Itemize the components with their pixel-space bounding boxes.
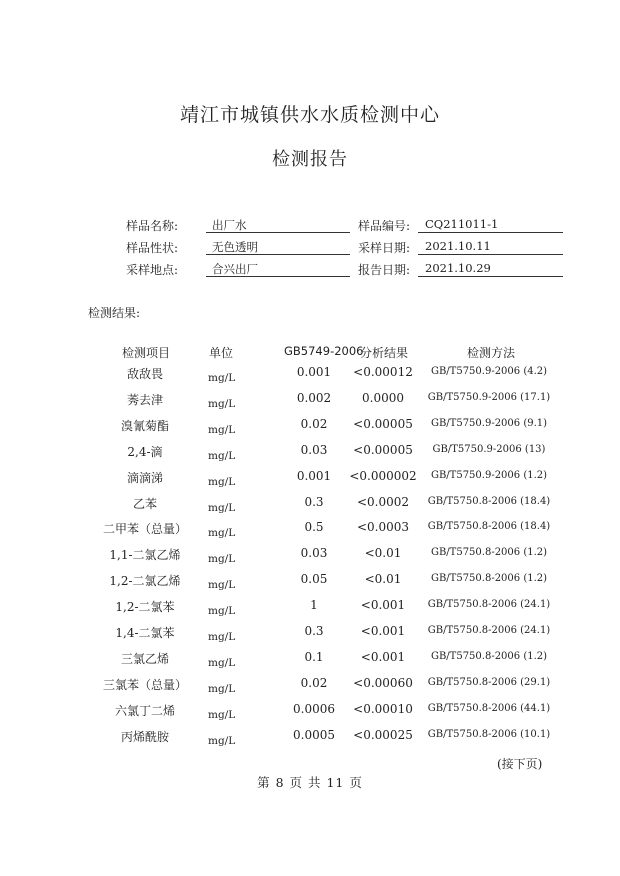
item-cell: 1,4-二氯苯 <box>115 626 175 640</box>
item-cell: 三氯乙烯 <box>120 651 169 666</box>
method-cell: GB/T5750.9-2006 (13) <box>432 443 546 455</box>
method-cell: GB/T5750.8-2006 (24.1) <box>427 625 551 636</box>
sample-prop-underline <box>206 254 350 255</box>
result-cell: <0.0003 <box>356 520 410 535</box>
header-item: 检测项目 <box>122 346 171 360</box>
unit-cell: mg/L <box>208 423 236 436</box>
header-result: 分析结果 <box>360 346 409 360</box>
standard-cell: 0.05 <box>300 572 328 587</box>
item-cell: 三氯苯（总量） <box>102 677 187 692</box>
item-cell: 乙苯 <box>132 496 157 511</box>
report-date-underline <box>418 276 563 277</box>
unit-cell: mg/L <box>208 397 236 410</box>
standard-cell: 0.02 <box>300 416 328 431</box>
sampling-date-label: 采样日期: <box>358 241 411 255</box>
item-cell: 2,4-滴 <box>127 444 163 459</box>
item-cell: 滴滴涕 <box>126 470 163 485</box>
method-cell: GB/T5750.8-2006 (1.2) <box>430 573 548 585</box>
item-cell: 溴氰菊酯 <box>120 418 169 433</box>
result-cell: <0.00025 <box>353 727 413 742</box>
item-cell: 1,1-二氯乙烯 <box>109 548 181 563</box>
method-cell: GB/T5750.9-2006 (9.1) <box>430 417 548 429</box>
sample-no-underline <box>418 232 563 233</box>
item-cell: 1,2-二氯苯 <box>115 600 175 615</box>
result-cell: <0.00005 <box>353 442 413 457</box>
result-cell: <0.001 <box>360 598 406 613</box>
result-cell: <0.01 <box>364 546 402 561</box>
standard-cell: 0.1 <box>304 649 324 664</box>
unit-cell: mg/L <box>208 475 236 488</box>
item-cell: 六氯丁二烯 <box>114 703 175 718</box>
standard-cell: 0.002 <box>296 390 332 405</box>
result-cell: <0.00010 <box>353 701 413 716</box>
result-cell: <0.00012 <box>353 365 413 379</box>
sampling-site-underline <box>206 276 350 277</box>
result-cell: <0.001 <box>360 649 406 664</box>
item-cell: 二甲苯（总量） <box>102 522 187 537</box>
item-cell: 莠去津 <box>126 392 163 407</box>
report-date-label: 报告日期: <box>358 263 411 277</box>
unit-cell: mg/L <box>208 527 236 540</box>
method-cell: GB/T5750.8-2006 (18.4) <box>427 495 551 507</box>
standard-cell: 0.03 <box>300 546 328 561</box>
unit-cell: mg/L <box>208 579 236 592</box>
method-cell: GB/T5750.8-2006 (29.1) <box>427 676 551 688</box>
unit-cell: mg/L <box>208 682 236 695</box>
method-cell: GB/T5750.8-2006 (1.2) <box>430 547 548 559</box>
result-cell: <0.00005 <box>353 416 413 431</box>
result-cell: <0.000002 <box>349 468 417 483</box>
unit-cell: mg/L <box>208 501 236 514</box>
header-method: 检测方法 <box>467 346 516 360</box>
method-cell: GB/T5750.9-2006 (4.2) <box>430 366 548 377</box>
result-cell: 0.0000 <box>362 390 404 405</box>
sampling-site-label: 采样地点: <box>126 263 179 277</box>
item-cell: 敌敌畏 <box>126 367 163 381</box>
unit-cell: mg/L <box>208 631 236 643</box>
page-footer: 第 8 页 共 11 页 <box>257 775 363 790</box>
sample-no-value: CQ211011-1 <box>425 217 499 231</box>
unit-cell: mg/L <box>208 656 236 669</box>
method-cell: GB/T5750.9-2006 (1.2) <box>430 469 548 481</box>
header-standard: GB5749-2006 <box>284 344 364 358</box>
sample-name-underline <box>206 232 350 233</box>
sampling-date-value: 2021.10.11 <box>425 239 491 253</box>
report-title: 检测报告 <box>272 149 348 170</box>
method-cell: GB/T5750.9-2006 (17.1) <box>427 391 551 403</box>
continued-note: (接下页) <box>497 757 543 771</box>
standard-cell: 0.5 <box>304 520 324 535</box>
sampling-site-value: 合兴出厂 <box>212 262 258 276</box>
sample-prop-label: 样品性状: <box>126 241 179 255</box>
unit-cell: mg/L <box>208 708 236 721</box>
method-cell: GB/T5750.8-2006 (1.2) <box>430 650 548 662</box>
standard-cell: 0.0005 <box>293 727 335 742</box>
standard-cell: 0.02 <box>300 675 328 690</box>
sampling-date-underline <box>418 254 563 255</box>
method-cell: GB/T5750.8-2006 (24.1) <box>427 599 551 611</box>
method-cell: GB/T5750.8-2006 (44.1) <box>427 702 551 714</box>
header-unit: 单位 <box>209 346 234 360</box>
report-date-value: 2021.10.29 <box>425 261 491 275</box>
standard-cell: 1 <box>310 598 318 613</box>
sample-name-value: 出厂水 <box>212 218 247 232</box>
result-cell: <0.00060 <box>353 675 413 690</box>
unit-cell: mg/L <box>208 449 236 462</box>
item-cell: 丙烯酰胺 <box>120 729 169 744</box>
standard-cell: 0.0006 <box>293 701 335 716</box>
sample-prop-value: 无色透明 <box>212 240 258 254</box>
unit-cell: mg/L <box>208 372 236 384</box>
sample-name-label: 样品名称: <box>126 219 179 233</box>
method-cell: GB/T5750.8-2006 (10.1) <box>427 728 551 740</box>
org-title: 靖江市城镇供水水质检测中心 <box>179 104 440 126</box>
standard-cell: 0.001 <box>296 365 332 379</box>
result-cell: <0.001 <box>360 624 406 638</box>
method-cell: GB/T5750.8-2006 (18.4) <box>427 521 551 533</box>
unit-cell: mg/L <box>208 605 236 618</box>
result-cell: <0.0002 <box>356 494 410 509</box>
results-label: 检测结果: <box>88 306 141 320</box>
standard-cell: 0.03 <box>300 442 328 457</box>
unit-cell: mg/L <box>208 553 236 566</box>
standard-cell: 0.3 <box>304 494 324 509</box>
result-cell: <0.01 <box>364 572 402 587</box>
standard-cell: 0.001 <box>296 468 332 483</box>
sample-no-label: 样品编号: <box>358 219 411 233</box>
item-cell: 1,2-二氯乙烯 <box>109 574 181 589</box>
standard-cell: 0.3 <box>304 624 324 638</box>
unit-cell: mg/L <box>208 734 236 747</box>
